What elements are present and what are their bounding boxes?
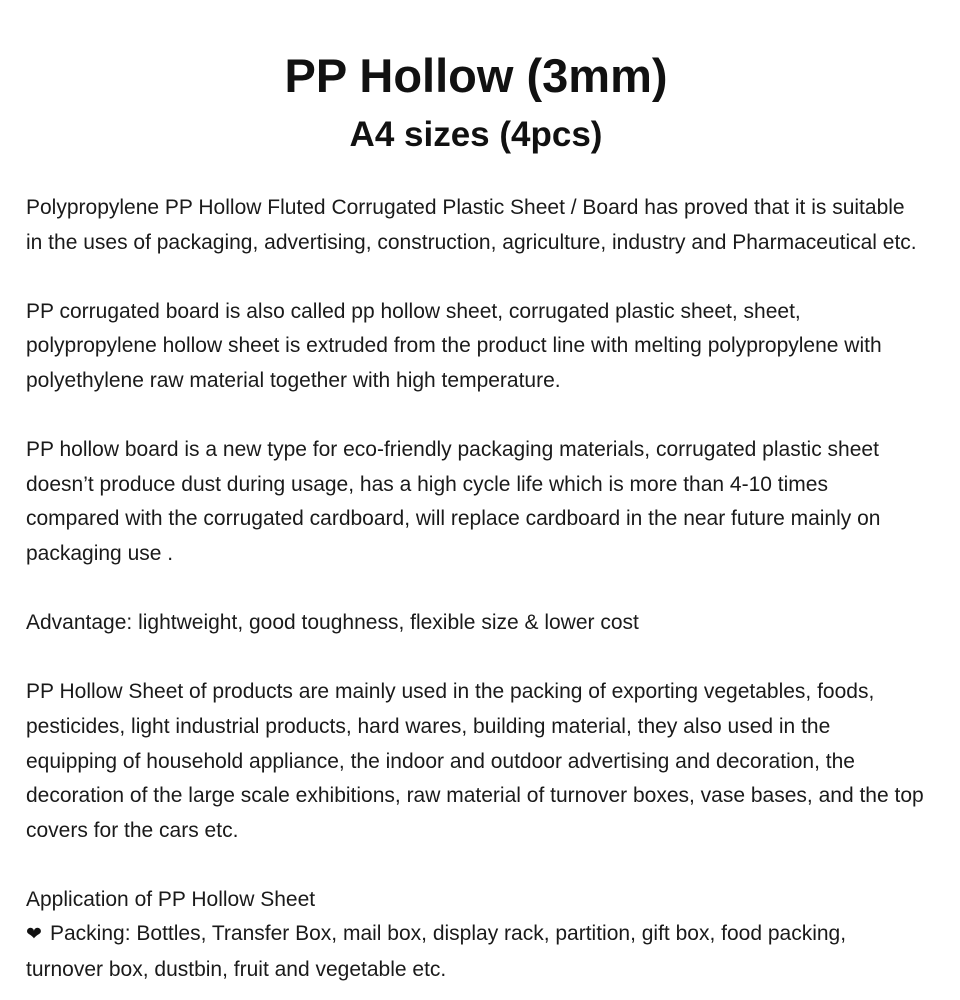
applications-heading: Application of PP Hollow Sheet xyxy=(26,887,316,911)
description-paragraph: PP corrugated board is also called pp hollow sheet, corrugated plastic sheet, sheet, polypropylene hollow sheet is extruded from the product line with melting polypropylene with polyethylene raw material together with high temperature. xyxy=(26,299,882,392)
application-item-text: Packing: Bottles, Transfer Box, mail box, display rack, partition, gift box, food packing, turnover box, dustbin, fruit and vegetable etc. xyxy=(26,922,847,982)
page-title: PP Hollow (3mm) xyxy=(284,49,668,102)
heart-icon: ❤ xyxy=(26,924,42,946)
description-paragraph: Polypropylene PP Hollow Fluted Corrugated Plastic Sheet / Board has proved that it is suitable in the uses of packaging, advertising, construction, agriculture, industry and Pharmaceutical etc. xyxy=(26,196,917,254)
usage-paragraph: PP Hollow Sheet of products are mainly used in the packing of exporting vegetables, foods, pesticides, light industrial products, hard wares, building material, they also used in the equipping of household appliance, the indoor and outdoor advertising and decoration, the decoration of the large scale exhibitions, raw material of turnover boxes, vase bases, and the top covers for the cars etc. xyxy=(26,680,924,842)
description-paragraph: PP hollow board is a new type for eco-friendly packaging materials, corrugated plastic sheet doesn’t produce dust during usage, has a high cycle life which is more than 4-10 times compared with the corrugated cardboard, will replace cardboard in the near future mainly on packaging use . xyxy=(26,438,881,565)
advantage-paragraph: Advantage: lightweight, good toughness, flexible size & lower cost xyxy=(26,611,639,635)
page-subtitle: A4 sizes (4pcs) xyxy=(349,115,603,154)
product-description xyxy=(26,0,926,988)
application-item xyxy=(26,917,926,987)
